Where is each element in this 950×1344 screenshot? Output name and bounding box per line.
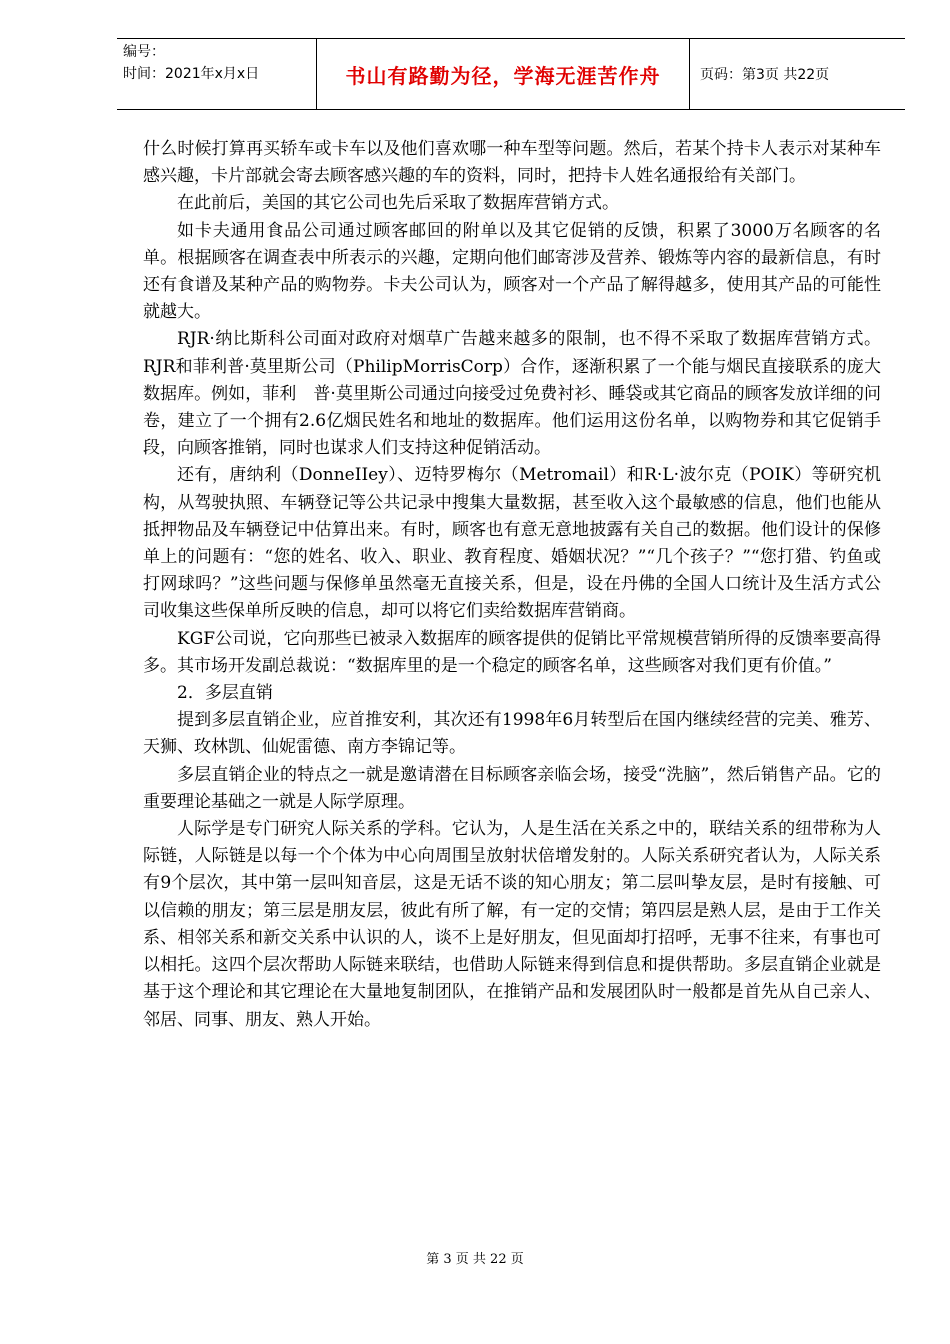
body-paragraph: 人际学是专门研究人际关系的学科。它认为，人是生活在关系之中的，联结关系的纽带称为人际链，人际链是以每一个个体为中心向周围呈放射状倍增发射的。人际关系研究者认为，人际关系有9个层次，其中第一层叫知音层，这是无话不谈的知心朋友；第二层叫挚友层，是时有接触、可以信赖的朋友；第三层是朋友层，彼此有所了解，有一定的交情；第四层是熟人层，是由于工作关系、相邻关系和新交关系中认识的人，谈不上是好朋友，但见面却打招呼，无事不往来，有事也可以相托。这四个层次帮助人际链来联结，也借助人际链来得到信息和提供帮助。多层直销企业就是基于这个理论和其它理论在大量地复制团队，在推销产品和发展团队时一般都是首先从自己亲人、邻居、同事、朋友、熟人开始。 — [143, 819, 881, 1030]
body-paragraph: RJR·纳比斯科公司面对政府对烟草广告越来越多的限制，也不得不采取了数据库营销方式。RJR和菲利普·莫里斯公司（PhilipMorrisCorp）合作，逐渐积累了一个能与烟民直接联系的庞大数据库。例如，菲利 普·莫里斯公司通过向接受过免费衬衫、睡袋或其它商品的顾客发放详细的问卷，建立了一个拥有2.6亿烟民姓名和地址的数据库。他们运用这份名单，以购物券和其它促销手段，向顾客推销，同时也谋求人们支持这种促销活动。 — [143, 329, 881, 459]
footer-page-number: 第 3 页 共 22 页 — [426, 1252, 524, 1267]
document-body — [143, 136, 881, 1034]
body-paragraph: 2．多层直销 — [177, 683, 273, 704]
body-paragraph: 如卡夫通用食品公司通过顾客邮回的附单以及其它促销的反馈，积累了3000万名顾客的名单。根据顾客在调查表中所表示的兴趣，定期向他们邮寄涉及营养、锻炼等内容的最新信息，有时还有食谱及某种产品的购物券。卡夫公司认为，顾客对一个产品了解得越多，使用其产品的可能性就越大。 — [143, 220, 881, 323]
body-paragraph: 什么时候打算再买轿车或卡车以及他们喜欢哪一种车型等问题。然后，若某个持卡人表示对某种车感兴趣，卡片部就会寄去顾客感兴趣的车的资料，同时，把持卡人姓名通报给有关部门。 — [143, 139, 881, 187]
body-paragraph: KGF公司说，它向那些已被录入数据库的顾客提供的促销比平常规模营销所得的反馈率要高得多。其市场开发副总裁说：“数据库里的是一个稳定的顾客名单，这些顾客对我们更有价值。” — [143, 628, 881, 676]
header-motto-cell — [316, 39, 690, 109]
body-paragraph: 还有，唐纳利（DonneIIey）、迈特罗梅尔（Metromail）和R·L·波尔克（POIK）等研究机构，从驾驶执照、车辆登记等公共记录中搜集大量数据，甚至收入这个最敏感的信息，他们也能从抵押物品及车辆登记中估算出来。有时，顾客也有意无意地披露有关自己的数据。他们设计的保修单上的问题有：“您的姓名、收入、职业、教育程度、婚姻状况？”“几个孩子？”“您打猎、钓鱼或打网球吗？”这些问题与保修单虽然毫无直接关系，但是，设在丹佛的全国人口统计及生活方式公司收集这些保单所反映的信息，却可以将它们卖给数据库营销商。 — [143, 465, 881, 622]
header-page-number: 页码：第3页 共22页 — [700, 67, 830, 83]
page-header — [117, 38, 905, 110]
body-paragraph: 在此前后，美国的其它公司也先后采取了数据库营销方式。 — [177, 193, 619, 214]
document-number: 编号： — [123, 44, 165, 60]
body-paragraph: 提到多层直销企业，应首推安利，其次还有1998年6月转型后在国内继续经营的完美、雅芳、天狮、玫林凯、仙妮雷德、南方李锦记等。 — [143, 710, 881, 758]
page-footer — [0, 1248, 950, 1267]
header-info-cell — [117, 39, 316, 109]
header-page-cell — [690, 39, 905, 109]
document-date: 时间：2021年x月x日 — [123, 66, 260, 82]
body-paragraph: 多层直销企业的特点之一就是邀请潜在目标顾客亲临会场，接受“洗脑”，然后销售产品。它的重要理论基础之一就是人际学原理。 — [143, 764, 881, 812]
header-motto: 书山有路勤为径，学海无涯苦作舟 — [345, 63, 661, 88]
